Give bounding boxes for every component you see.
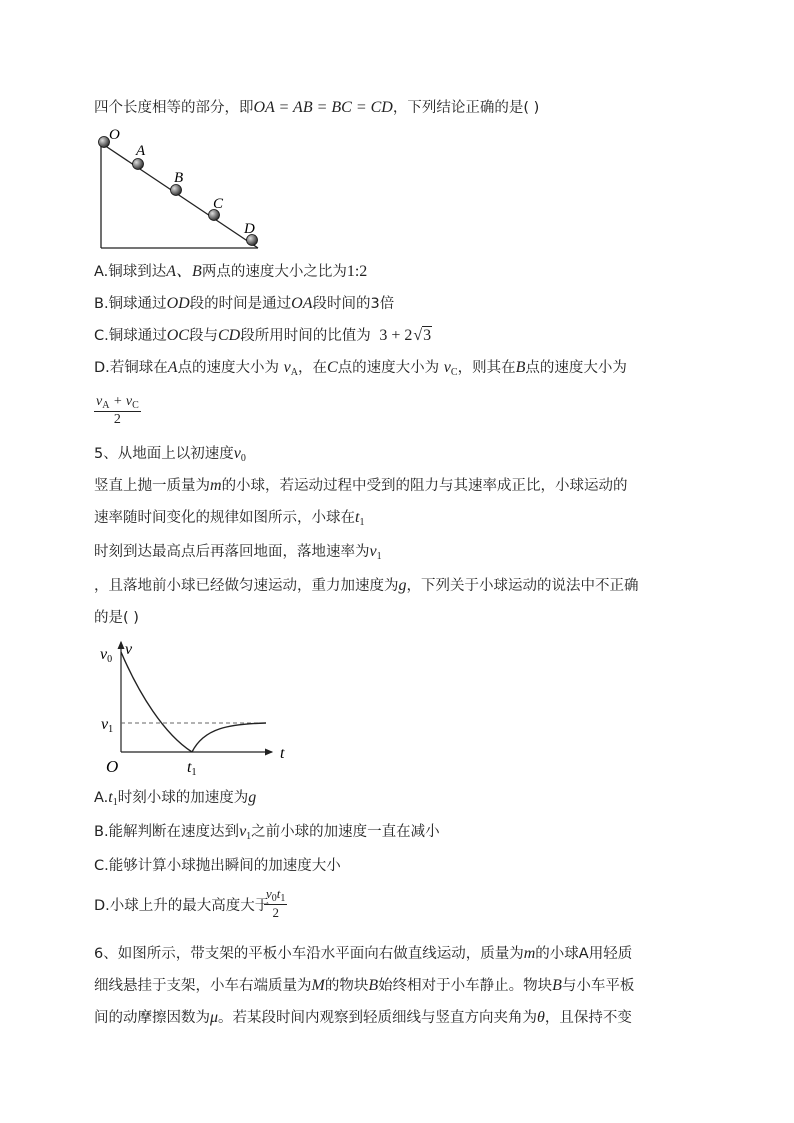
q5-line5-text-a: ，且落地前小球已经做匀速运动，重力加速度为	[94, 578, 399, 594]
graph-label-v0: v0	[100, 646, 113, 665]
fraction-denominator: 2	[272, 905, 279, 920]
q5-line5-text-b: ，下列关于小球运动的说法中不正确	[406, 578, 639, 594]
q5-option-b-prefix: B.能解判断在速度达到	[94, 824, 240, 840]
graph-label-v: v	[125, 641, 133, 658]
q4-option-b-text: 段的时间是通过	[189, 296, 292, 312]
q5-stem-line4	[94, 542, 382, 567]
fraction-numerator: $v_0t_1$	[266, 886, 286, 904]
label-d: D	[244, 221, 255, 237]
q6-block-b: B	[368, 977, 379, 994]
q6-line2-text-a: 细线悬挂于支架，小车右端质量为	[94, 978, 312, 994]
ball-o	[99, 137, 110, 148]
q4-option-c-cd: CD	[217, 327, 241, 344]
label-o: O	[109, 127, 120, 143]
q4-option-d-vc: v	[443, 359, 451, 376]
q4-option-b-suffix: 段时间的3倍	[312, 296, 395, 312]
q5-option-b-suffix: 之前小球的加速度一直在减小	[251, 824, 440, 840]
q5-option-b	[94, 822, 440, 847]
q4-option-d	[94, 358, 627, 383]
q6-line3-text-b: 。若某段时间内观察到轻质细线与竖直方向夹角为	[218, 1010, 538, 1026]
t1-sub: 1	[191, 767, 197, 778]
q4-option-d-text1: 点的速度大小为	[177, 360, 280, 376]
q4-option-c-suffix: 段所用时间的比值为	[240, 328, 371, 344]
q5-option-a-t: t	[108, 789, 113, 806]
t1-sub: 1	[280, 893, 286, 904]
q5-option-c-text: C.能够计算小球抛出瞬间的加速度大小	[94, 858, 341, 874]
q6-line3-text-a: 间的动摩擦因数为	[94, 1010, 210, 1026]
q5-option-d-fraction	[264, 886, 287, 921]
q4-option-d-vc-sub: C	[450, 367, 458, 378]
sqrt-radical	[413, 326, 432, 346]
q5-option-a-text: 时刻小球的加速度为	[117, 790, 249, 806]
ball-b	[171, 185, 182, 196]
incline-figure	[94, 122, 266, 254]
q6-theta: θ	[537, 1009, 545, 1026]
q5-g: g	[398, 577, 407, 594]
q5-option-d-prefix: D.小球上升的最大高度大于	[94, 898, 270, 914]
q4-option-a-ratio: 1:2	[346, 263, 368, 280]
q5-option-a-prefix: A.	[94, 790, 109, 806]
q5-t1: t	[355, 509, 360, 526]
q4-option-d-fraction	[94, 394, 141, 428]
ball-a	[133, 159, 144, 170]
q6-line2-text-b: 的物块	[324, 978, 369, 994]
q5-option-c	[94, 856, 341, 876]
q5-v1: v	[369, 543, 377, 560]
fraction-denominator: 2	[113, 412, 121, 427]
q4-option-d-point-a: A	[167, 359, 178, 376]
q4-stem-suffix: ，下列结论正确的是( )	[392, 100, 540, 116]
q4-option-d-va: v	[283, 359, 291, 376]
q5-line2-text-b: 的小球，若运动过程中受到的阻力与其速率成正比，小球运动的	[221, 478, 628, 494]
q5-stem-line2	[94, 476, 628, 496]
label-a: A	[136, 143, 146, 159]
q5-option-b-v: v	[239, 823, 247, 840]
q5-v0: v	[233, 445, 241, 462]
q6-line1-text-a: 6、如图所示，带支架的平板小车沿水平面向右做直线运动，质量为	[94, 946, 524, 962]
q6-mass-M: M	[311, 977, 325, 994]
q4-option-a	[94, 262, 367, 282]
q4-option-b	[94, 294, 394, 314]
q6-line3-text-c: ，且保持不变	[544, 1010, 632, 1026]
sqrt-radicand: 3	[423, 327, 432, 344]
label-b: B	[174, 170, 184, 186]
q5-line3-text: 速率随时间变化的规律如图所示，小球在	[94, 510, 355, 526]
graph-label-v1: v1	[101, 716, 114, 735]
q4-option-c-text: 段与	[188, 328, 218, 344]
q4-stem-equation: OA = AB = BC = CD	[253, 99, 393, 116]
q4-option-c-oc: OC	[166, 327, 189, 344]
q6-mu: μ	[210, 1009, 219, 1026]
q5-v0-sub: 0	[240, 453, 246, 464]
q4-option-c	[94, 326, 432, 346]
q4-option-a-prefix: A.铜球到达	[94, 264, 167, 280]
v0-sub: 0	[107, 654, 113, 665]
graph-label-t1: t1	[187, 759, 197, 778]
q6-mass-m: m	[523, 945, 536, 962]
q6-line1-text-b: 的小球A用轻质	[535, 946, 633, 962]
q5-line2-text-a: 竖直上抛一质量为	[94, 478, 210, 494]
q5-t1-sub: 1	[359, 517, 365, 528]
velocity-curve-up	[121, 652, 192, 752]
q4-option-d-point-c: C	[327, 359, 338, 376]
q6-stem-line2	[94, 976, 634, 996]
q6-block-b-2: B	[552, 977, 562, 994]
q5-option-a-t-sub: 1	[112, 797, 118, 808]
q4-option-d-text4: ，则其在	[457, 360, 516, 376]
q5-line6-text: 的是( )	[94, 610, 139, 626]
velocity-time-graph	[94, 634, 304, 782]
q4-option-d-text2: ，在	[298, 360, 328, 376]
q4-option-d-prefix: D.若铜球在	[94, 360, 168, 376]
q4-stem-prefix: 四个长度相等的部分，即	[94, 100, 254, 116]
q6-line2-text-d: 与小车平板	[561, 978, 635, 994]
q5-line4-text: 时刻到达最高点后再落回地面，落地速率为	[94, 544, 370, 560]
q4-option-b-od: OD	[166, 295, 190, 312]
v1-sub: 1	[108, 724, 114, 735]
q6-stem-line3	[94, 1008, 632, 1028]
q4-option-b-prefix: B.铜球通过	[94, 296, 167, 312]
q4-option-d-va-sub: A	[290, 367, 299, 378]
q5-stem-line1	[94, 444, 246, 469]
q5-stem-line3	[94, 508, 364, 533]
q5-option-a-g: g	[248, 789, 257, 806]
q4-option-c-value: 3 + 2	[379, 327, 413, 344]
q5-option-a	[94, 788, 256, 813]
q5-v1-sub: 1	[376, 551, 382, 562]
fraction-numerator: $v_A + v_C$	[96, 394, 139, 411]
graph-label-o: O	[106, 757, 119, 776]
q4-option-b-oa: OA	[291, 295, 313, 312]
q5-stem-line5	[94, 576, 639, 596]
label-c: C	[213, 196, 224, 212]
q5-stem-line6	[94, 608, 139, 628]
graph-label-t: t	[280, 745, 285, 762]
q6-stem-line1	[94, 944, 632, 964]
q5-mass: m	[210, 477, 222, 494]
q4-option-a-points: A、B	[166, 263, 202, 280]
q5-option-d	[94, 896, 269, 916]
q6-line2-text-c: 始终相对于小车静止。物块	[378, 978, 553, 994]
q4-stem	[94, 98, 539, 118]
v0-sub: 0	[271, 893, 277, 904]
q5-line1-text: 5、从地面上以初速度	[94, 446, 234, 462]
q4-option-d-point-b: B	[515, 359, 526, 376]
q5-option-b-v-sub: 1	[246, 831, 252, 842]
velocity-curve-down	[192, 723, 266, 752]
q4-option-d-text3: 点的速度大小为	[337, 360, 440, 376]
q4-option-c-prefix: C.铜球通过	[94, 328, 167, 344]
q4-option-d-suffix: 点的速度大小为	[525, 360, 627, 376]
sqrt-symbol: √	[413, 327, 423, 344]
incline-slope	[101, 143, 258, 248]
q4-option-a-text: 两点的速度大小之比为	[201, 264, 347, 280]
